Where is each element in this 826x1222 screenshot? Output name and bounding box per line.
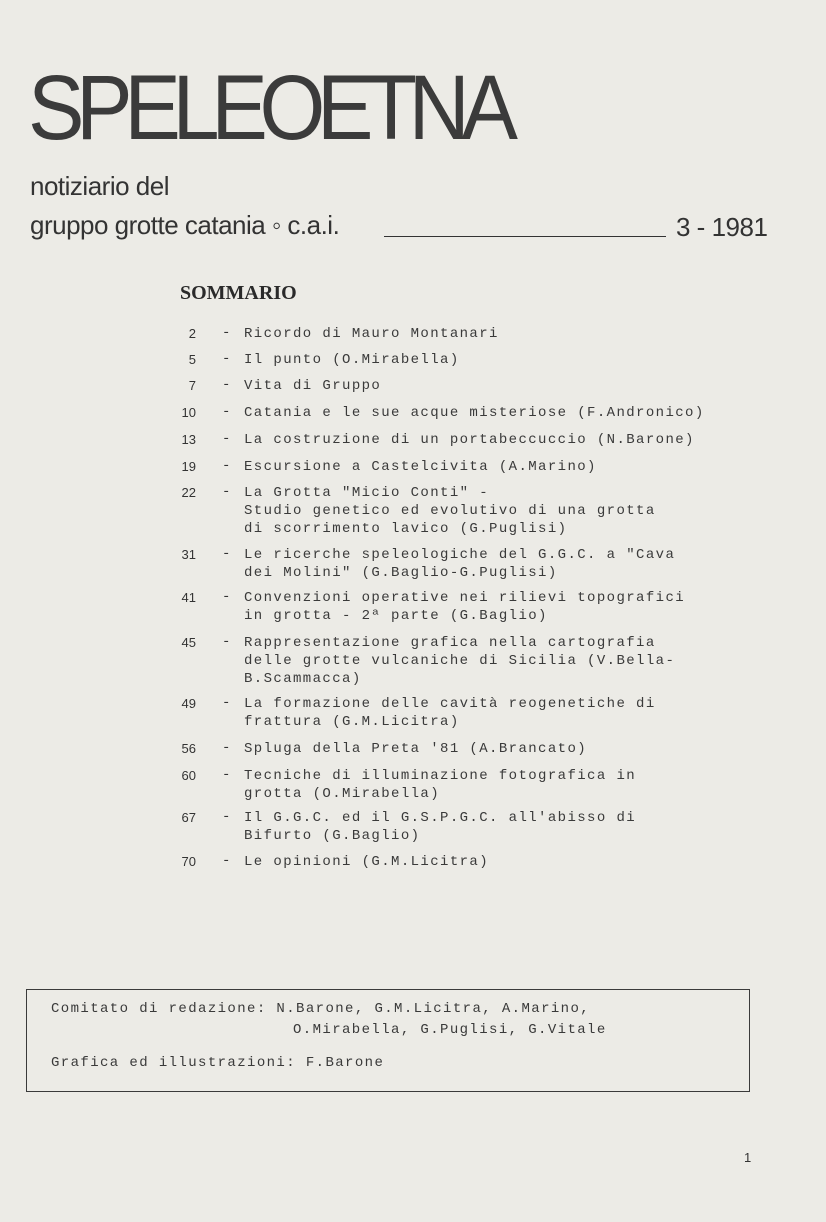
toc-dash: - [222, 458, 231, 474]
toc-entry-text: La Grotta "Micio Conti" - Studio genetico ed evolutivo di una grotta di scorrimento lavico (G.Puglisi) [244, 485, 656, 537]
masthead-title: SPELEOETNA [28, 57, 510, 159]
toc-entry-text: Ricordo di Mauro Montanari [244, 326, 499, 342]
toc-page-number: 49 [181, 696, 196, 711]
toc-entry-text: Escursione a Castelcivita (A.Marino) [244, 459, 597, 475]
toc-page-number: 19 [181, 459, 196, 474]
subtitle-line-1: notiziario del [30, 171, 169, 201]
toc-entry-text: Vita di Gruppo [244, 378, 382, 394]
toc-page-number: 13 [181, 432, 196, 447]
sommario-heading: SOMMARIO [180, 282, 297, 304]
toc-dash: - [222, 634, 231, 650]
toc-entry-text: Tecniche di illuminazione fotografica in grotta (O.Mirabella) [244, 768, 637, 802]
toc-entry-text: Catania e le sue acque misteriose (F.Andronico) [244, 405, 705, 421]
toc-page-number: 10 [181, 405, 196, 420]
toc-page-number: 56 [181, 741, 196, 756]
toc-dash: - [222, 431, 231, 447]
toc-entry-text: Il punto (O.Mirabella) [244, 352, 460, 368]
toc-page-number: 31 [181, 547, 196, 562]
toc-page-number: 70 [181, 854, 196, 869]
toc-dash: - [222, 767, 231, 783]
page-number: 1 [744, 1150, 752, 1165]
toc-page-number: 7 [188, 378, 196, 393]
toc-dash: - [222, 377, 231, 393]
toc-dash: - [222, 404, 231, 420]
toc-entry-text: Convenzioni operative nei rilievi topografici in grotta - 2ª parte (G.Baglio) [244, 590, 686, 624]
credits-graphics: Grafica ed illustrazioni: F.Barone [51, 1055, 385, 1071]
toc-dash: - [222, 484, 231, 500]
toc-dash: - [222, 740, 231, 756]
editorial-credits-box [26, 989, 750, 1092]
toc-dash: - [222, 695, 231, 711]
credits-editorial-committee: Comitato di redazione: N.Barone, G.M.Licitra, A.Marino, [51, 1001, 591, 1017]
toc-entry-text: Il G.G.C. ed il G.S.P.G.C. all'abisso di Bifurto (G.Baglio) [244, 810, 637, 844]
toc-page-number: 5 [188, 352, 196, 367]
toc-dash: - [222, 351, 231, 367]
toc-page-number: 45 [181, 635, 196, 650]
toc-dash: - [222, 325, 231, 341]
subtitle-line-2: gruppo grotte catania ◦ c.a.i. [30, 210, 340, 240]
toc-dash: - [222, 853, 231, 869]
toc-dash: - [222, 589, 231, 605]
toc-entry-text: Spluga della Preta '81 (A.Brancato) [244, 741, 588, 757]
toc-entry-text: Le opinioni (G.M.Licitra) [244, 854, 490, 870]
toc-entry-text: La formazione delle cavità reogenetiche di frattura (G.M.Licitra) [244, 696, 656, 730]
toc-page-number: 2 [188, 326, 196, 341]
toc-page-number: 41 [181, 590, 196, 605]
toc-dash: - [222, 546, 231, 562]
toc-entry-text: La costruzione di un portabeccuccio (N.Barone) [244, 432, 695, 448]
toc-page-number: 67 [181, 810, 196, 825]
toc-page-number: 22 [181, 485, 196, 500]
toc-entry-text: Rappresentazione grafica nella cartografia delle grotte vulcaniche di Sicilia (V.Bella- B.Scammacca) [244, 635, 676, 687]
toc-page-number: 60 [181, 768, 196, 783]
toc-dash: - [222, 809, 231, 825]
toc-entry-text: Le ricerche speleologiche del G.G.C. a "Cava dei Molini" (G.Baglio-G.Puglisi) [244, 547, 676, 581]
credits-editorial-committee-continued: O.Mirabella, G.Puglisi, G.Vitale [293, 1022, 607, 1038]
issue-number: 3 - 1981 [676, 212, 768, 242]
